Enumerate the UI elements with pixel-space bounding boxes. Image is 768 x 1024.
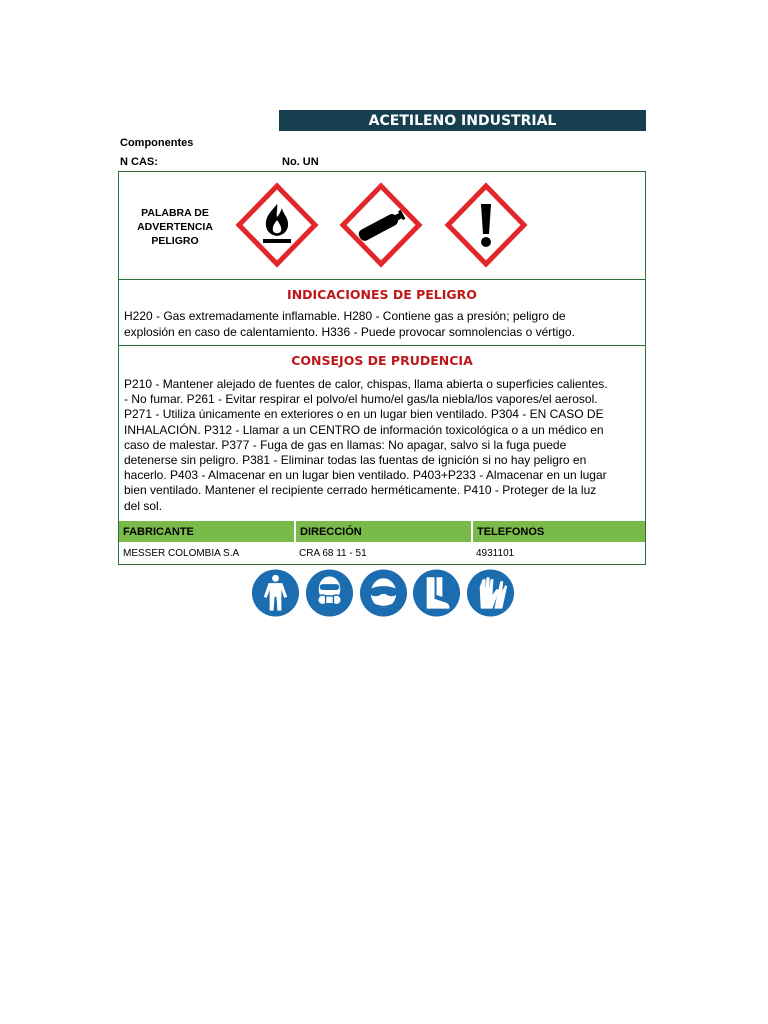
cas-label: N CAS: <box>120 156 158 168</box>
column-header-manufacturer: FABRICANTE <box>119 521 295 542</box>
column-header-phone: TELEFONOS <box>472 521 645 542</box>
precaution-line: hacerlo. P403 - Almacenar en un lugar bien ventilado. P403+P233 - Almacenar en un lugar <box>124 468 607 483</box>
safety-boots-icon <box>411 565 462 620</box>
precaution-statements <box>119 368 645 514</box>
table-header-row <box>119 521 645 542</box>
document-title: ACETILENO INDUSTRIAL <box>279 110 646 131</box>
hazard-title: INDICACIONES DE PELIGRO <box>287 287 477 302</box>
gloves-icon <box>465 565 516 620</box>
hazard-section <box>119 280 645 346</box>
gas-cylinder-icon <box>339 182 423 268</box>
flame-icon <box>235 182 319 268</box>
signal-word-line: ADVERTENCIA <box>137 221 213 233</box>
safety-label-sheet <box>118 171 646 565</box>
precaution-line: INHALACIÓN. P312 - Llamar a un CENTRO de información toxicológica o a un médico en <box>124 422 604 437</box>
precaution-line: caso de malestar. P377 - Fuga de gas en llamas: No apagar, salvo si la fuga puede <box>124 437 567 452</box>
respirator-icon <box>304 565 355 620</box>
signal-word-line: PELIGRO <box>151 235 199 247</box>
un-label: No. UN <box>282 156 319 168</box>
hazard-line: explosión en caso de calentamiento. H336 - Puede provocar somnolencias o vértigo. <box>124 325 575 339</box>
pictogram-section <box>119 172 645 280</box>
precaution-title: CONSEJOS DE PRUDENCIA <box>291 353 473 368</box>
precaution-line: bien ventilado. Mantener el recipiente cerrado herméticamente. P410 - Proteger de la luz <box>124 483 597 498</box>
ppe-icons <box>250 565 516 620</box>
manufacturer-name: MESSER COLOMBIA S.A <box>123 547 240 559</box>
components-label: Componentes <box>120 137 194 149</box>
signal-word-line: PALABRA DE <box>141 207 209 219</box>
precaution-section <box>119 346 645 521</box>
manufacturer-table <box>119 521 645 564</box>
precaution-line: P271 - Utiliza únicamente en exteriores o en un lugar bien ventilado. P304 - EN CASO DE <box>124 407 604 422</box>
precaution-line: P210 - Mantener alejado de fuentes de calor, chispas, llama abierta o superficies calientes. <box>124 377 608 391</box>
hazard-statements <box>119 302 645 340</box>
precaution-line: detenerse sin peligro. P381 - Eliminar todas las fuentas de ignición si no hay peligro en <box>124 453 587 468</box>
manufacturer-phone: 4931101 <box>476 547 515 559</box>
precaution-line: del sol. <box>124 498 163 513</box>
signal-word <box>131 206 219 248</box>
hazard-line: H220 - Gas extremadamente inflamable. H280 - Contiene gas a presión; peligro de <box>124 309 566 323</box>
exclamation-icon <box>444 182 528 268</box>
column-header-address: DIRECCIÓN <box>295 521 472 542</box>
table-row <box>119 542 645 564</box>
precaution-line: - No fumar. P261 - Evitar respirar el polvo/el humo/el gas/la niebla/los vapores/el aerosol. <box>124 392 598 407</box>
manufacturer-address: CRA 68 11 - 51 <box>299 547 367 559</box>
safety-goggles-icon <box>358 565 409 620</box>
protective-suit-icon <box>250 565 301 620</box>
